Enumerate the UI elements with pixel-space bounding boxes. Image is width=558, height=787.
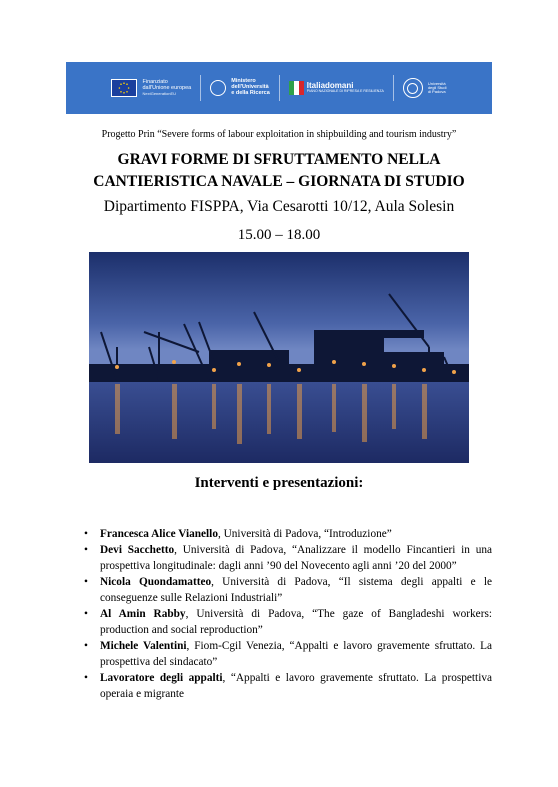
speaker-name: Francesca Alice Vianello <box>100 528 218 540</box>
eu-logo <box>111 73 191 103</box>
speaker-item <box>84 526 492 542</box>
speaker-talk: , Università di Padova, “The gaze of Bangladeshi workers: production and social reproduction” <box>100 608 492 636</box>
speaker-item <box>84 574 492 606</box>
shipyard-photo <box>89 252 469 463</box>
banner-divider <box>279 75 280 101</box>
speaker-item <box>84 606 492 638</box>
unipd-seal-icon <box>403 78 423 98</box>
eu-flag-icon <box>111 79 137 97</box>
unipd-line1: Università <box>427 80 446 86</box>
italiadomani-logo <box>289 73 384 103</box>
speaker-item <box>84 638 492 670</box>
event-location: Dipartimento FISPPA, Via Cesarotti 10/12, Aula Solesin <box>103 198 455 215</box>
eu-line1: Finanziato <box>142 79 168 86</box>
italiadomani-name: Italiadomani <box>306 80 354 90</box>
eu-line2: dall'Unione europea <box>142 84 192 91</box>
mur-line3: e della Ricerca <box>231 89 270 96</box>
event-time: 15.00 – 18.00 <box>237 227 321 243</box>
speaker-talk: , Università di Padova, “Introduzione” <box>217 528 392 540</box>
italian-flag-icon <box>289 81 304 95</box>
bullet-icon: • <box>84 576 88 588</box>
logo-banner <box>66 62 492 114</box>
speaker-item <box>84 542 492 574</box>
speaker-name: Al Amin Rabby <box>100 608 186 620</box>
speaker-talk: , Fiom-Cgil Venezia, “Appalti e lavoro gravemente sfruttato. La prospettiva del sindacato” <box>100 640 492 668</box>
republic-emblem-icon <box>210 80 226 96</box>
speaker-talk: , Università di Padova, “Analizzare il modello Fincantieri in una prospettiva longitudinale: dagli anni ’90 del Novecento agli anni ’20 del 2000” <box>100 544 493 572</box>
speaker-name: Michele Valentini <box>100 640 187 652</box>
title-line-1: GRAVI FORME DI SFRUTTAMENTO NELLA <box>117 151 441 168</box>
banner-divider <box>200 75 201 101</box>
speaker-item <box>84 670 492 702</box>
mur-line1: Ministero <box>231 78 256 85</box>
italiadomani-sub: PIANO NAZIONALE DI RIPRESA E RESILIENZA <box>306 89 384 94</box>
banner-divider <box>393 75 394 101</box>
unipd-line3: di Padova <box>427 89 446 95</box>
bullet-icon: • <box>84 640 88 652</box>
speaker-list <box>84 526 492 702</box>
bullet-icon: • <box>84 608 88 620</box>
speaker-name: Devi Sacchetto <box>100 544 175 556</box>
title-line-2: CANTIERISTICA NAVALE – GIORNATA DI STUDIO <box>93 173 465 190</box>
project-subtitle: Progetto Prin “Severe forms of labour exploitation in shipbuilding and tourism industry” <box>101 129 457 140</box>
speaker-talk: , Università di Padova, “Il sistema degli appalti e le conseguenze sulle Relazioni Industriali” <box>100 576 493 604</box>
unipd-logo <box>403 73 447 103</box>
mur-line2: dell'Università <box>231 84 269 91</box>
section-title: Interventi e presentazioni: <box>194 475 364 491</box>
speaker-talk: , “Appalti e lavoro gravemente sfruttato. La prospettiva operaia e migrante <box>100 672 492 700</box>
speaker-name: Lavoratore degli appalti <box>100 672 223 684</box>
bullet-icon: • <box>84 528 88 540</box>
bullet-icon: • <box>84 672 88 684</box>
mur-logo <box>210 73 270 103</box>
page-title <box>0 149 558 193</box>
eu-line3: NextGenerationEU <box>142 90 177 96</box>
speaker-name: Nicola Quondamatteo <box>100 576 212 588</box>
bullet-icon: • <box>84 544 88 556</box>
unipd-line2: degli Studi <box>427 84 447 90</box>
